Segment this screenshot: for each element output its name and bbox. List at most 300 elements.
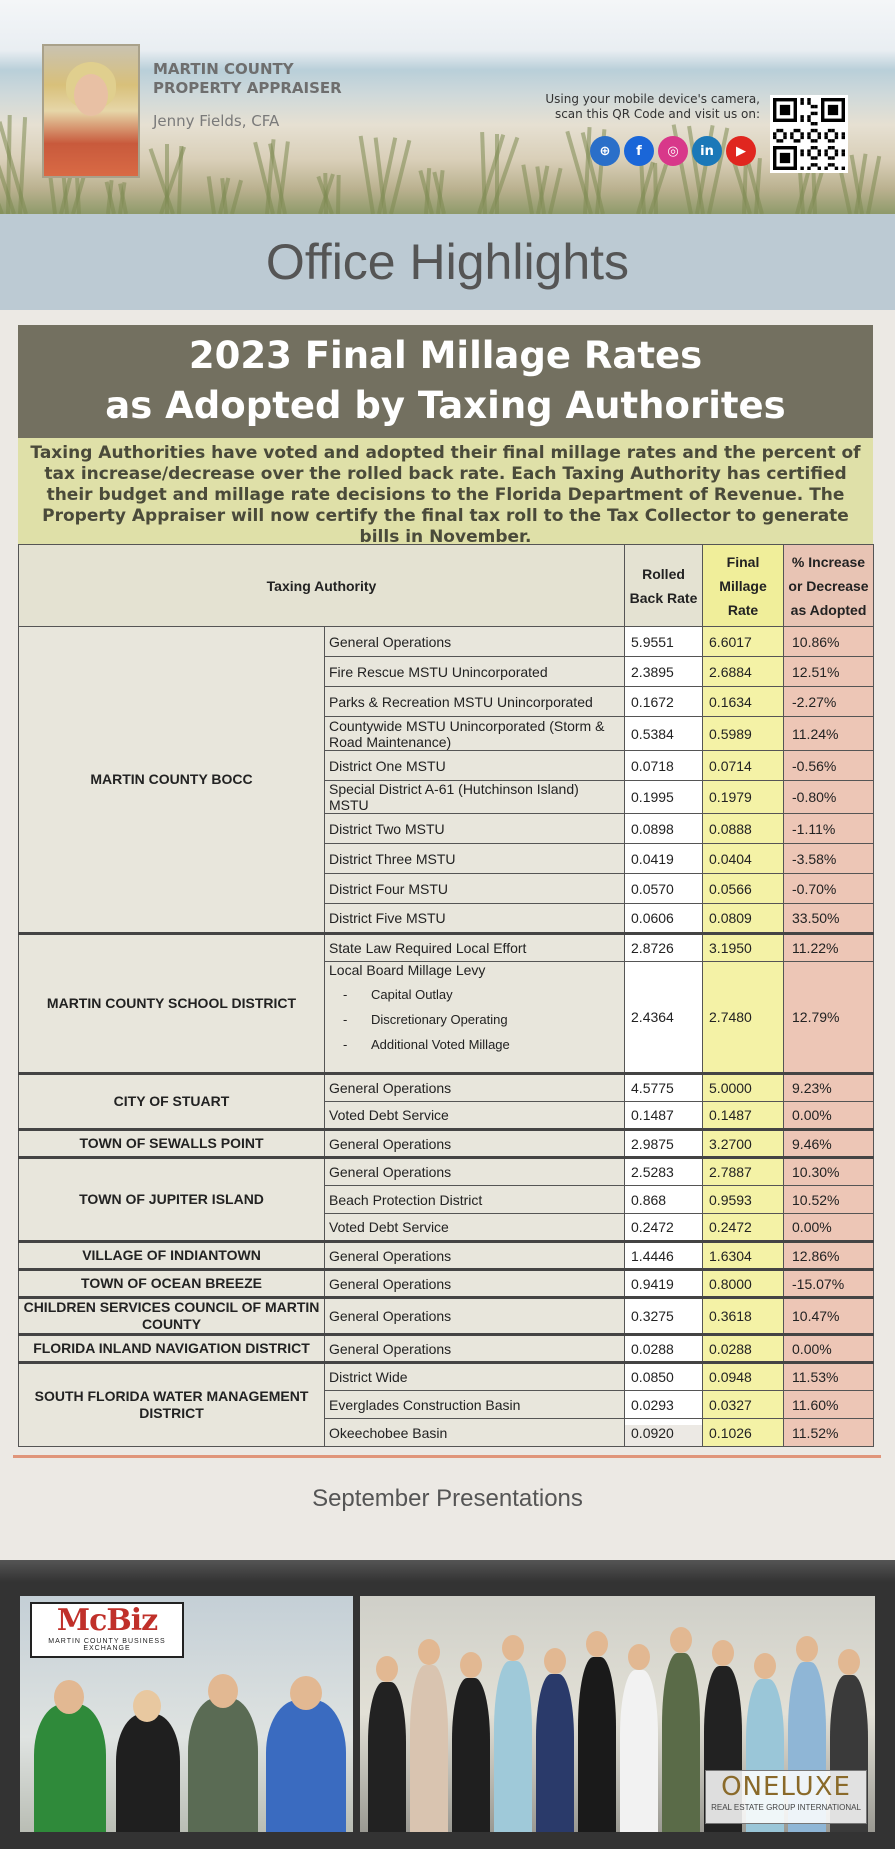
qr-module: [824, 153, 827, 156]
levy-label: Voted Debt Service: [329, 1219, 449, 1235]
percent-change: 11.22%: [784, 934, 874, 962]
qr-module: [831, 163, 834, 166]
qr-module: [807, 115, 810, 118]
person-head: [502, 1635, 524, 1661]
levy-items: [343, 982, 620, 1057]
levy-name: [325, 844, 625, 874]
percent-change: -2.27%: [784, 687, 874, 717]
authority-name: MARTIN COUNTY BOCC: [19, 627, 325, 934]
millage-title-line-1: 2023 Final Millage Rates: [188, 334, 703, 377]
levy-label: Countywide MSTU Unincorporated (Storm & Road Maintenance): [329, 717, 605, 750]
qr-module: [811, 163, 814, 166]
levy-name: [325, 1130, 625, 1158]
qr-module: [807, 167, 810, 170]
levy-label: Local Board Millage Levy: [329, 962, 486, 978]
qr-module: [783, 132, 786, 135]
rolled-back-rate: 2.9875: [625, 1130, 703, 1158]
qr-module: [824, 167, 827, 170]
qr-module: [842, 149, 845, 152]
qr-instructions: [520, 92, 760, 122]
qr-module: [842, 153, 845, 156]
qr-module: [800, 149, 803, 152]
authority-name: FLORIDA INLAND NAVIGATION DISTRICT: [19, 1335, 325, 1363]
final-millage-rate: 0.1487: [703, 1102, 784, 1130]
rolled-back-rate: 0.5384: [625, 717, 703, 751]
qr-module: [842, 167, 845, 170]
rolled-back-rate: 0.0850: [625, 1363, 703, 1391]
qr-module: [828, 156, 831, 159]
levy-name: [325, 874, 625, 904]
levy-name: [325, 1186, 625, 1214]
authority-name: MARTIN COUNTY SCHOOL DISTRICT: [19, 934, 325, 1074]
final-millage-rate: 0.9593: [703, 1186, 784, 1214]
person-head: [208, 1674, 238, 1708]
percent-change: -3.58%: [784, 844, 874, 874]
levy-name: [325, 1158, 625, 1186]
person-head: [628, 1644, 650, 1670]
oneluxe-logo: [705, 1770, 867, 1824]
levy-name: [325, 751, 625, 781]
person-head: [54, 1680, 84, 1714]
percent-change: 11.24%: [784, 717, 874, 751]
qr-module: [800, 167, 803, 170]
qr-module: [776, 139, 779, 142]
person-head: [586, 1631, 608, 1657]
levy-label: General Operations: [329, 1340, 452, 1357]
levy-label: District Three MSTU: [329, 850, 456, 867]
qr-module: [814, 129, 817, 132]
grass-blade: [489, 137, 519, 215]
qr-module: [780, 139, 783, 142]
percent-change: 10.47%: [784, 1298, 874, 1335]
grass-blade: [336, 175, 341, 214]
authority-name: CHILDREN SERVICES COUNCIL OF MARTIN COUNTY: [19, 1298, 325, 1335]
levy-name: [325, 781, 625, 814]
levy-label: General Operations: [329, 1164, 452, 1180]
final-millage-rate: 0.1979: [703, 781, 784, 814]
levy-name: [325, 1214, 625, 1242]
person: [34, 1704, 106, 1832]
qr-module: [807, 132, 810, 135]
grass-blade: [653, 163, 658, 214]
final-millage-rate: 0.0948: [703, 1363, 784, 1391]
qr-module: [811, 156, 814, 159]
final-millage-rate: 0.1634: [703, 687, 784, 717]
rolled-back-rate: 0.9419: [625, 1270, 703, 1298]
qr-module: [831, 156, 834, 159]
person: [188, 1698, 258, 1832]
levy-label: District Four MSTU: [329, 880, 448, 897]
levy-name: [325, 627, 625, 657]
percent-change: 0.00%: [784, 1214, 874, 1242]
qr-module: [800, 98, 803, 101]
levy-name: [325, 1335, 625, 1363]
qr-module: [831, 139, 834, 142]
qr-module: [807, 98, 810, 101]
millage-table-body: [19, 627, 874, 1447]
qr-module: [814, 156, 817, 159]
qr-module: [831, 129, 834, 132]
qr-module: [814, 112, 817, 115]
section-divider: [13, 1455, 881, 1458]
levy-label: General Operations: [329, 1308, 452, 1324]
rolled-back-rate: 0.0898: [625, 814, 703, 844]
percent-change: 9.23%: [784, 1074, 874, 1102]
oneluxe-photo[interactable]: [360, 1596, 875, 1832]
person-head: [838, 1649, 860, 1675]
grass-blade: [495, 134, 499, 214]
millage-title-line-2: as Adopted by Taxing Authorites: [105, 384, 786, 427]
person-head: [418, 1639, 440, 1665]
levy-label: General Operations: [329, 633, 452, 650]
millage-table: [18, 544, 874, 1447]
presentations-heading: September Presentations: [312, 1485, 583, 1512]
authority-name: SOUTH FLORIDA WATER MANAGEMENT DISTRICT: [19, 1363, 325, 1447]
levy-name: [325, 814, 625, 844]
rolled-back-rate: 0.3275: [625, 1298, 703, 1335]
rolled-back-rate: 0.1672: [625, 687, 703, 717]
person: [116, 1714, 180, 1832]
qr-module: [835, 153, 838, 156]
final-millage-rate: 0.5989: [703, 717, 784, 751]
person: [410, 1665, 448, 1832]
millage-intro: Taxing Authorities have voted and adopted their final millage rates and the percent of tax increase/decrease over the rolled back rate. Each Taxing Authority has certified their budget and millage rate decisions to the Florida Department of Revenue. The Property Appraiser will now certify the final tax roll to the Tax Collector to generate bills in November.: [18, 438, 873, 544]
person-head: [754, 1653, 776, 1679]
qr-module: [818, 136, 821, 139]
qr-module: [794, 139, 797, 142]
millage-card: [18, 325, 873, 1441]
mcbiz-logo-main: McBiz: [56, 1603, 158, 1638]
globe-icon[interactable]: ⊕: [590, 136, 620, 166]
qr-module: [773, 132, 776, 135]
org-name: [153, 60, 342, 98]
qr-module: [828, 163, 831, 166]
qr-module: [800, 132, 803, 135]
qr-module: [835, 149, 838, 152]
qr-module: [818, 167, 821, 170]
levy-name: [325, 717, 625, 751]
col-header-final: Final Millage Rate: [703, 545, 784, 627]
percent-change: 12.51%: [784, 657, 874, 687]
millage-title: [18, 325, 873, 438]
qr-module: [842, 136, 845, 139]
percent-change: 0.00%: [784, 1335, 874, 1363]
qr-module: [790, 132, 793, 135]
person-head: [670, 1627, 692, 1653]
qr-module: [807, 119, 810, 122]
table-row: [19, 1270, 874, 1298]
final-millage-rate: 0.0566: [703, 874, 784, 904]
levy-label: State Law Required Local Effort: [329, 940, 527, 956]
qr-module: [814, 122, 817, 125]
qr-module: [828, 139, 831, 142]
final-millage-rate: 0.3618: [703, 1298, 784, 1335]
oneluxe-logo-sub: REAL ESTATE GROUP INTERNATIONAL: [711, 1803, 861, 1812]
percent-change: 11.52%: [784, 1419, 874, 1447]
mcbiz-logo-sub: MARTIN COUNTY BUSINESS EXCHANGE: [48, 1638, 166, 1652]
percent-change: 10.86%: [784, 627, 874, 657]
levy-name: [325, 687, 625, 717]
levy-label: Voted Debt Service: [329, 1107, 449, 1123]
qr-module: [814, 146, 817, 149]
qr-module: [800, 153, 803, 156]
header-banner: [0, 0, 895, 214]
grass-blade: [521, 164, 534, 214]
qr-module: [807, 136, 810, 139]
rolled-back-rate: 0.0293: [625, 1391, 703, 1419]
table-row: [19, 1074, 874, 1102]
levy-name: [325, 904, 625, 934]
qr-module: [807, 101, 810, 104]
table-row: [19, 1335, 874, 1363]
levy-label: Special District A-61 (Hutchinson Island) MSTU: [329, 781, 579, 813]
qr-module: [776, 129, 779, 132]
final-millage-rate: 6.6017: [703, 627, 784, 657]
qr-module: [818, 149, 821, 152]
qr-module: [794, 129, 797, 132]
person: [536, 1674, 574, 1832]
person: [452, 1678, 490, 1832]
table-row: [19, 627, 874, 657]
levy-name: [325, 934, 625, 962]
levy-label: General Operations: [329, 1080, 452, 1096]
col-header-pct: % Increase or Decrease as Adopted: [784, 545, 874, 627]
col-header-rolled: Rolled Back Rate: [625, 545, 703, 627]
percent-change: 11.60%: [784, 1391, 874, 1419]
mcbiz-logo: [30, 1602, 184, 1658]
percent-change: -0.70%: [784, 874, 874, 904]
social-links: [590, 136, 756, 166]
qr-line-2: scan this QR Code and visit us on:: [554, 107, 760, 121]
qr-module: [800, 136, 803, 139]
photo-face: [74, 74, 108, 116]
rolled-back-rate: 0.0606: [625, 904, 703, 934]
percent-change: 33.50%: [784, 904, 874, 934]
percent-change: 12.79%: [784, 962, 874, 1074]
table-row: [19, 1242, 874, 1270]
person-head: [133, 1690, 161, 1722]
person: [494, 1661, 532, 1832]
org-line-2: PROPERTY APPRAISER: [153, 79, 342, 97]
rolled-back-rate: 0.2472: [625, 1214, 703, 1242]
authority-name: CITY OF STUART: [19, 1074, 325, 1130]
percent-change: 11.53%: [784, 1363, 874, 1391]
levy-label: District Five MSTU: [329, 910, 446, 926]
percent-change: 10.30%: [784, 1158, 874, 1186]
qr-module: [807, 149, 810, 152]
levy-name: [325, 657, 625, 687]
qr-code-icon: [773, 98, 845, 170]
qr-module: [807, 153, 810, 156]
qr-module: [797, 129, 800, 132]
levy-item: - Additional Voted Millage: [343, 1032, 620, 1057]
gallery-top-bar: [0, 1560, 895, 1582]
rolled-back-rate: 0.868: [625, 1186, 703, 1214]
qr-module: [811, 112, 814, 115]
qr-module: [780, 129, 783, 132]
org-line-1: MARTIN COUNTY: [153, 60, 294, 78]
rolled-back-rate: 0.1487: [625, 1102, 703, 1130]
levy-item: - Discretionary Operating: [343, 1007, 620, 1032]
levy-label: Fire Rescue MSTU Unincorporated: [329, 663, 548, 680]
qr-module: [811, 129, 814, 132]
final-millage-rate: 2.7480: [703, 962, 784, 1074]
qr-module: [828, 129, 831, 132]
rolled-back-rate: 2.5283: [625, 1158, 703, 1186]
final-millage-rate: 3.1950: [703, 934, 784, 962]
qr-module: [811, 139, 814, 142]
qr-module: [780, 105, 790, 115]
person: [368, 1682, 406, 1832]
grass-blade: [207, 176, 216, 214]
rolled-back-rate: 0.0419: [625, 844, 703, 874]
oneluxe-logo-main: ONELUXE: [721, 1772, 851, 1802]
qr-module: [824, 136, 827, 139]
qr-code[interactable]: [770, 95, 848, 173]
qr-module: [835, 136, 838, 139]
levy-name: [325, 1298, 625, 1335]
person-head: [712, 1640, 734, 1666]
qr-line-1: Using your mobile device's camera,: [545, 92, 760, 106]
grass-blade: [548, 168, 562, 215]
person: [578, 1657, 616, 1832]
final-millage-rate: 3.2700: [703, 1130, 784, 1158]
rolled-back-rate: 0.0718: [625, 751, 703, 781]
final-millage-rate: 5.0000: [703, 1074, 784, 1102]
final-millage-rate: 0.0714: [703, 751, 784, 781]
qr-module: [811, 105, 814, 108]
photo-gallery: [0, 1582, 895, 1849]
qr-module: [811, 122, 814, 125]
qr-module: [828, 105, 838, 115]
qr-module: [814, 105, 817, 108]
levy-label: Okeechobee Basin: [329, 1424, 448, 1441]
qr-module: [824, 132, 827, 135]
grass-blade: [866, 156, 881, 215]
final-millage-rate: 0.8000: [703, 1270, 784, 1298]
person-head: [460, 1652, 482, 1678]
rolled-back-rate: 0.0920: [625, 1419, 703, 1447]
percent-change: -1.11%: [784, 814, 874, 844]
final-millage-rate: 0.0888: [703, 814, 784, 844]
levy-name: [325, 1242, 625, 1270]
person: [266, 1700, 346, 1832]
qr-module: [818, 153, 821, 156]
qr-module: [814, 163, 817, 166]
levy-label: General Operations: [329, 1135, 452, 1152]
levy-name: [325, 1391, 625, 1419]
rolled-back-rate: 2.4364: [625, 962, 703, 1074]
qr-module: [842, 132, 845, 135]
table-row: [19, 1363, 874, 1391]
final-millage-rate: 0.0288: [703, 1335, 784, 1363]
rolled-back-rate: 1.4446: [625, 1242, 703, 1270]
linkedin-icon[interactable]: in: [692, 136, 722, 166]
levy-label: Beach Protection District: [329, 1191, 483, 1208]
levy-label: General Operations: [329, 1247, 452, 1264]
qr-module: [800, 101, 803, 104]
levy-name: [325, 1102, 625, 1130]
qr-module: [811, 146, 814, 149]
table-row: [19, 1130, 874, 1158]
authority-name: TOWN OF OCEAN BREEZE: [19, 1270, 325, 1298]
person: [662, 1653, 700, 1832]
percent-change: -0.80%: [784, 781, 874, 814]
rolled-back-rate: 5.9551: [625, 627, 703, 657]
levy-item: - Capital Outlay: [343, 982, 620, 1007]
appraiser-name: Jenny Fields, CFA: [153, 112, 280, 130]
qr-module: [783, 136, 786, 139]
qr-module: [828, 146, 831, 149]
facebook-icon[interactable]: f: [624, 136, 654, 166]
percent-change: 10.52%: [784, 1186, 874, 1214]
final-millage-rate: 0.1026: [703, 1419, 784, 1447]
qr-module: [800, 115, 803, 118]
rolled-back-rate: 4.5775: [625, 1074, 703, 1102]
col-header-authority: Taxing Authority: [19, 545, 625, 627]
authority-name: TOWN OF JUPITER ISLAND: [19, 1158, 325, 1242]
rolled-back-rate: 0.0570: [625, 874, 703, 904]
qr-module: [814, 139, 817, 142]
final-millage-rate: 1.6304: [703, 1242, 784, 1270]
grass-blade: [359, 136, 375, 215]
final-millage-rate: 0.0404: [703, 844, 784, 874]
levy-label: District One MSTU: [329, 757, 446, 774]
rolled-back-rate: 2.8726: [625, 934, 703, 962]
final-millage-rate: 2.6884: [703, 657, 784, 687]
rolled-back-rate: 0.0288: [625, 1335, 703, 1363]
percent-change: 12.86%: [784, 1242, 874, 1270]
qr-module: [780, 153, 790, 163]
qr-module: [773, 136, 776, 139]
final-millage-rate: 0.2472: [703, 1214, 784, 1242]
levy-name: [325, 1074, 625, 1102]
mcbiz-photo[interactable]: [20, 1596, 353, 1832]
qr-module: [824, 149, 827, 152]
levy-name: [325, 962, 625, 1074]
table-row: [19, 934, 874, 962]
qr-module: [835, 167, 838, 170]
qr-module: [835, 132, 838, 135]
youtube-icon[interactable]: ▶: [726, 136, 756, 166]
authority-name: TOWN OF SEWALLS POINT: [19, 1130, 325, 1158]
levy-label: District Two MSTU: [329, 820, 445, 837]
instagram-icon[interactable]: ◎: [658, 136, 688, 166]
final-millage-rate: 0.0809: [703, 904, 784, 934]
table-row: [19, 1298, 874, 1335]
person-head: [796, 1636, 818, 1662]
percent-change: -0.56%: [784, 751, 874, 781]
rolled-back-rate: 2.3895: [625, 657, 703, 687]
percent-change: 9.46%: [784, 1130, 874, 1158]
authority-name: VILLAGE OF INDIANTOWN: [19, 1242, 325, 1270]
levy-label: District Wide: [329, 1369, 408, 1385]
appraiser-photo: [42, 44, 140, 178]
qr-module: [800, 119, 803, 122]
section-title: Office Highlights: [265, 234, 630, 290]
final-millage-rate: 0.0327: [703, 1391, 784, 1419]
person-head: [544, 1648, 566, 1674]
levy-name: [325, 1419, 625, 1447]
table-row: [19, 1158, 874, 1186]
levy-label: Parks & Recreation MSTU Unincorporated: [329, 693, 593, 710]
qr-module: [818, 132, 821, 135]
rolled-back-rate: 0.1995: [625, 781, 703, 814]
qr-module: [831, 146, 834, 149]
grass-blade: [230, 180, 243, 215]
levy-name: [325, 1363, 625, 1391]
person-head: [376, 1656, 398, 1682]
